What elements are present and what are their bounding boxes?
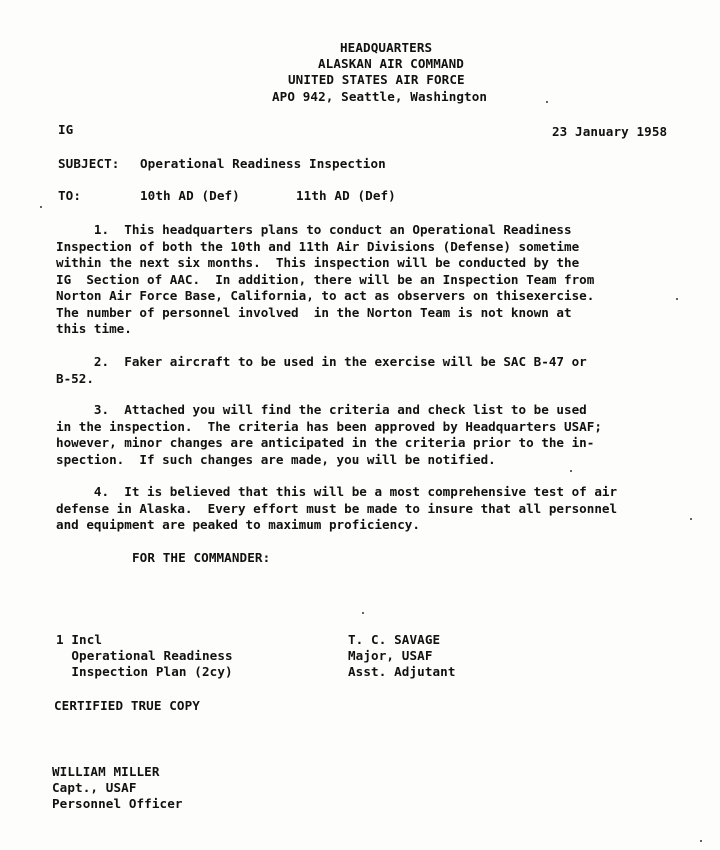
header-line-2: ALASKAN AIR COMMAND: [318, 56, 464, 71]
header-line-4: APO 942, Seattle, Washington: [272, 89, 488, 104]
certifier-title: Personnel Officer: [52, 796, 183, 811]
signer-rank: Major, USAF: [348, 648, 433, 663]
paragraph-1: [56, 222, 668, 338]
enclosure-line-3: Inspection Plan (2cy): [56, 664, 233, 679]
scan-speck: [700, 840, 702, 842]
paragraph-3: [56, 402, 668, 468]
signer-name: T. C. SAVAGE: [348, 632, 441, 647]
scan-speck: [690, 518, 692, 520]
subject-label: SUBJECT:: [58, 156, 120, 171]
paragraph-line: and equipment are peaked to maximum proficiency.: [56, 517, 420, 532]
paragraph-line: The number of personnel involved in the Norton Team is not known at: [56, 304, 572, 320]
paragraph-line: 1. This headquarters plans to conduct an Operational Readiness: [56, 222, 572, 237]
signer-title: Asst. Adjutant: [348, 664, 456, 679]
paragraph-line: IG Section of AAC. In addition, there will be an Inspection Team from: [56, 271, 595, 287]
paragraph-line: 3. Attached you will find the criteria and check list to be used: [56, 402, 587, 417]
scan-speck: [40, 206, 42, 208]
paragraph-line: spection. If such changes are made, you will be notified.: [56, 451, 496, 467]
paragraph-line: however, minor changes are anticipated in the criteria prior to the in-: [56, 435, 595, 450]
paragraph-2: [56, 354, 668, 387]
to-addressee-1: 10th AD (Def): [140, 188, 240, 203]
enclosure-line-1: 1 Incl: [56, 632, 103, 647]
paragraph-line: B-52.: [56, 370, 94, 386]
header-line-3: UNITED STATES AIR FORCE: [288, 72, 465, 87]
paragraph-line: 4. It is believed that this will be a most comprehensive test of air: [56, 484, 618, 499]
enclosure-line-2: Operational Readiness: [56, 648, 233, 663]
office-symbol: IG: [58, 122, 74, 137]
paragraph-line: Inspection of both the 10th and 11th Air Divisions (Defense) sometime: [56, 238, 580, 254]
scan-speck: [676, 298, 678, 300]
date: 23 January 1958: [552, 124, 668, 139]
certifier-rank: Capt., USAF: [52, 780, 137, 795]
to-addressee-2: 11th AD (Def): [296, 188, 396, 203]
paragraph-line: defense in Alaska. Every effort must be made to insure that all personnel: [56, 500, 618, 516]
paragraph-line: Norton Air Force Base, California, to act as observers on thisexercise.: [56, 288, 595, 303]
scan-speck: [570, 470, 572, 472]
for-the-commander: FOR THE COMMANDER:: [132, 550, 271, 565]
paragraph-line: in the inspection. The criteria has been approved by Headquarters USAF;: [56, 418, 602, 434]
header-line-1: HEADQUARTERS: [340, 40, 433, 55]
scan-speck: [362, 612, 364, 614]
certifier-name: WILLIAM MILLER: [52, 764, 160, 779]
paragraph-line: 2. Faker aircraft to be used in the exercise will be SAC B-47 or: [56, 354, 587, 369]
to-label: TO:: [58, 188, 82, 203]
certified-true-copy: CERTIFIED TRUE COPY: [54, 698, 200, 713]
paragraph-line: this time.: [56, 321, 132, 336]
subject-text: Operational Readiness Inspection: [140, 156, 386, 171]
paragraph-line: within the next six months. This inspection will be conducted by the: [56, 255, 580, 270]
scan-speck: [546, 101, 548, 103]
paragraph-4: [56, 484, 668, 534]
